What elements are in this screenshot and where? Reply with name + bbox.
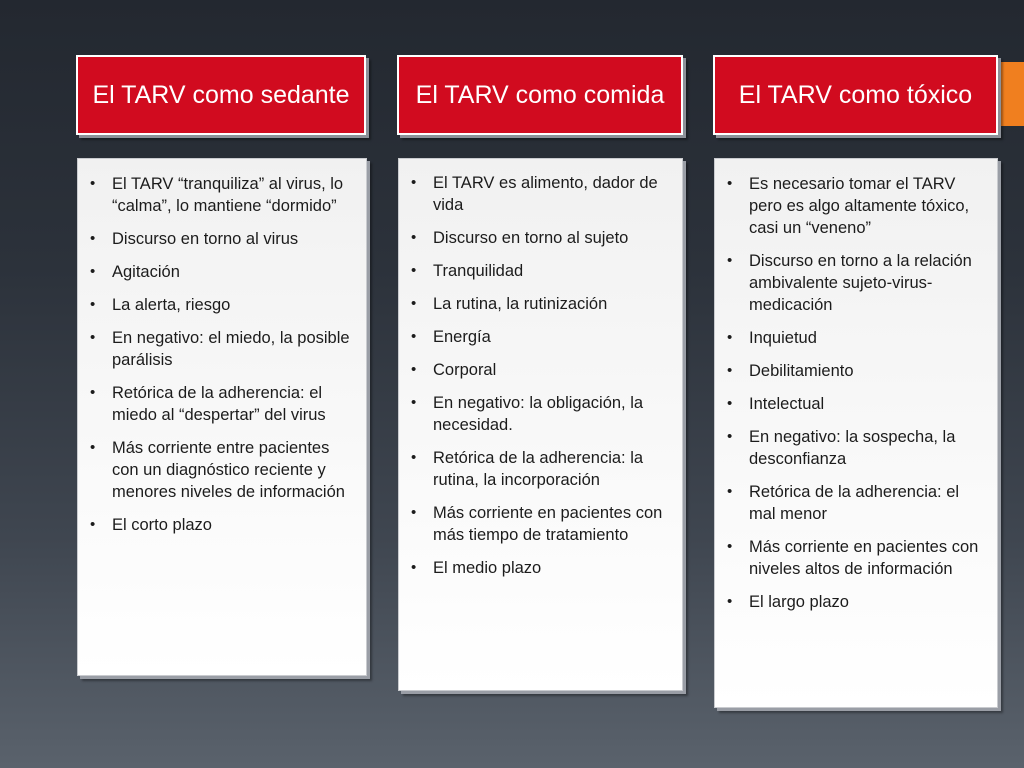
list-item: • Discurso en torno a la relación ambivalente sujeto-virus-medicación <box>723 250 983 316</box>
list-item: • Más corriente entre pacientes con un diagnóstico reciente y menores niveles de información <box>86 437 352 503</box>
content-box-sedante <box>77 158 367 676</box>
list-item: • En negativo: el miedo, la posible parálisis <box>86 327 352 371</box>
bullet-list-toxico <box>723 173 983 613</box>
list-item: • Energía <box>407 326 668 348</box>
list-item: • El largo plazo <box>723 591 983 613</box>
list-item: • Retórica de la adherencia: el mal menor <box>723 481 983 525</box>
list-item: • Retórica de la adherencia: la rutina, la incorporación <box>407 447 668 491</box>
list-item: • El corto plazo <box>86 514 352 536</box>
list-item: • En negativo: la obligación, la necesidad. <box>407 392 668 436</box>
list-item: • Debilitamiento <box>723 360 983 382</box>
content-box-comida <box>398 158 683 691</box>
list-item: • Discurso en torno al virus <box>86 228 352 250</box>
header-sedante <box>76 55 366 135</box>
list-item: • Intelectual <box>723 393 983 415</box>
list-item: • Más corriente en pacientes con más tiempo de tratamiento <box>407 502 668 546</box>
header-toxico-title: El TARV como tóxico <box>738 80 973 109</box>
bullet-list-comida <box>407 172 668 579</box>
list-item: • Retórica de la adherencia: el miedo al “despertar” del virus <box>86 382 352 426</box>
list-item: • Tranquilidad <box>407 260 668 282</box>
orange-accent-bar <box>1001 62 1024 126</box>
list-item: • El medio plazo <box>407 557 668 579</box>
list-item: • Inquietud <box>723 327 983 349</box>
list-item: • Agitación <box>86 261 352 283</box>
list-item: • Es necesario tomar el TARV pero es algo altamente tóxico, casi un “veneno” <box>723 173 983 239</box>
header-comida-title: El TARV como comida <box>415 80 665 109</box>
list-item: • La alerta, riesgo <box>86 294 352 316</box>
list-item: • El TARV es alimento, dador de vida <box>407 172 668 216</box>
list-item: • Corporal <box>407 359 668 381</box>
list-item: • El TARV “tranquiliza” al virus, lo “calma”, lo mantiene “dormido” <box>86 173 352 217</box>
header-comida <box>397 55 683 135</box>
header-sedante-title: El TARV como sedante <box>92 80 350 109</box>
list-item: • En negativo: la sospecha, la desconfianza <box>723 426 983 470</box>
bullet-list-sedante <box>86 173 352 536</box>
header-toxico <box>713 55 998 135</box>
list-item: • Discurso en torno al sujeto <box>407 227 668 249</box>
content-box-toxico <box>714 158 998 708</box>
list-item: • Más corriente en pacientes con niveles altos de información <box>723 536 983 580</box>
list-item: • La rutina, la rutinización <box>407 293 668 315</box>
